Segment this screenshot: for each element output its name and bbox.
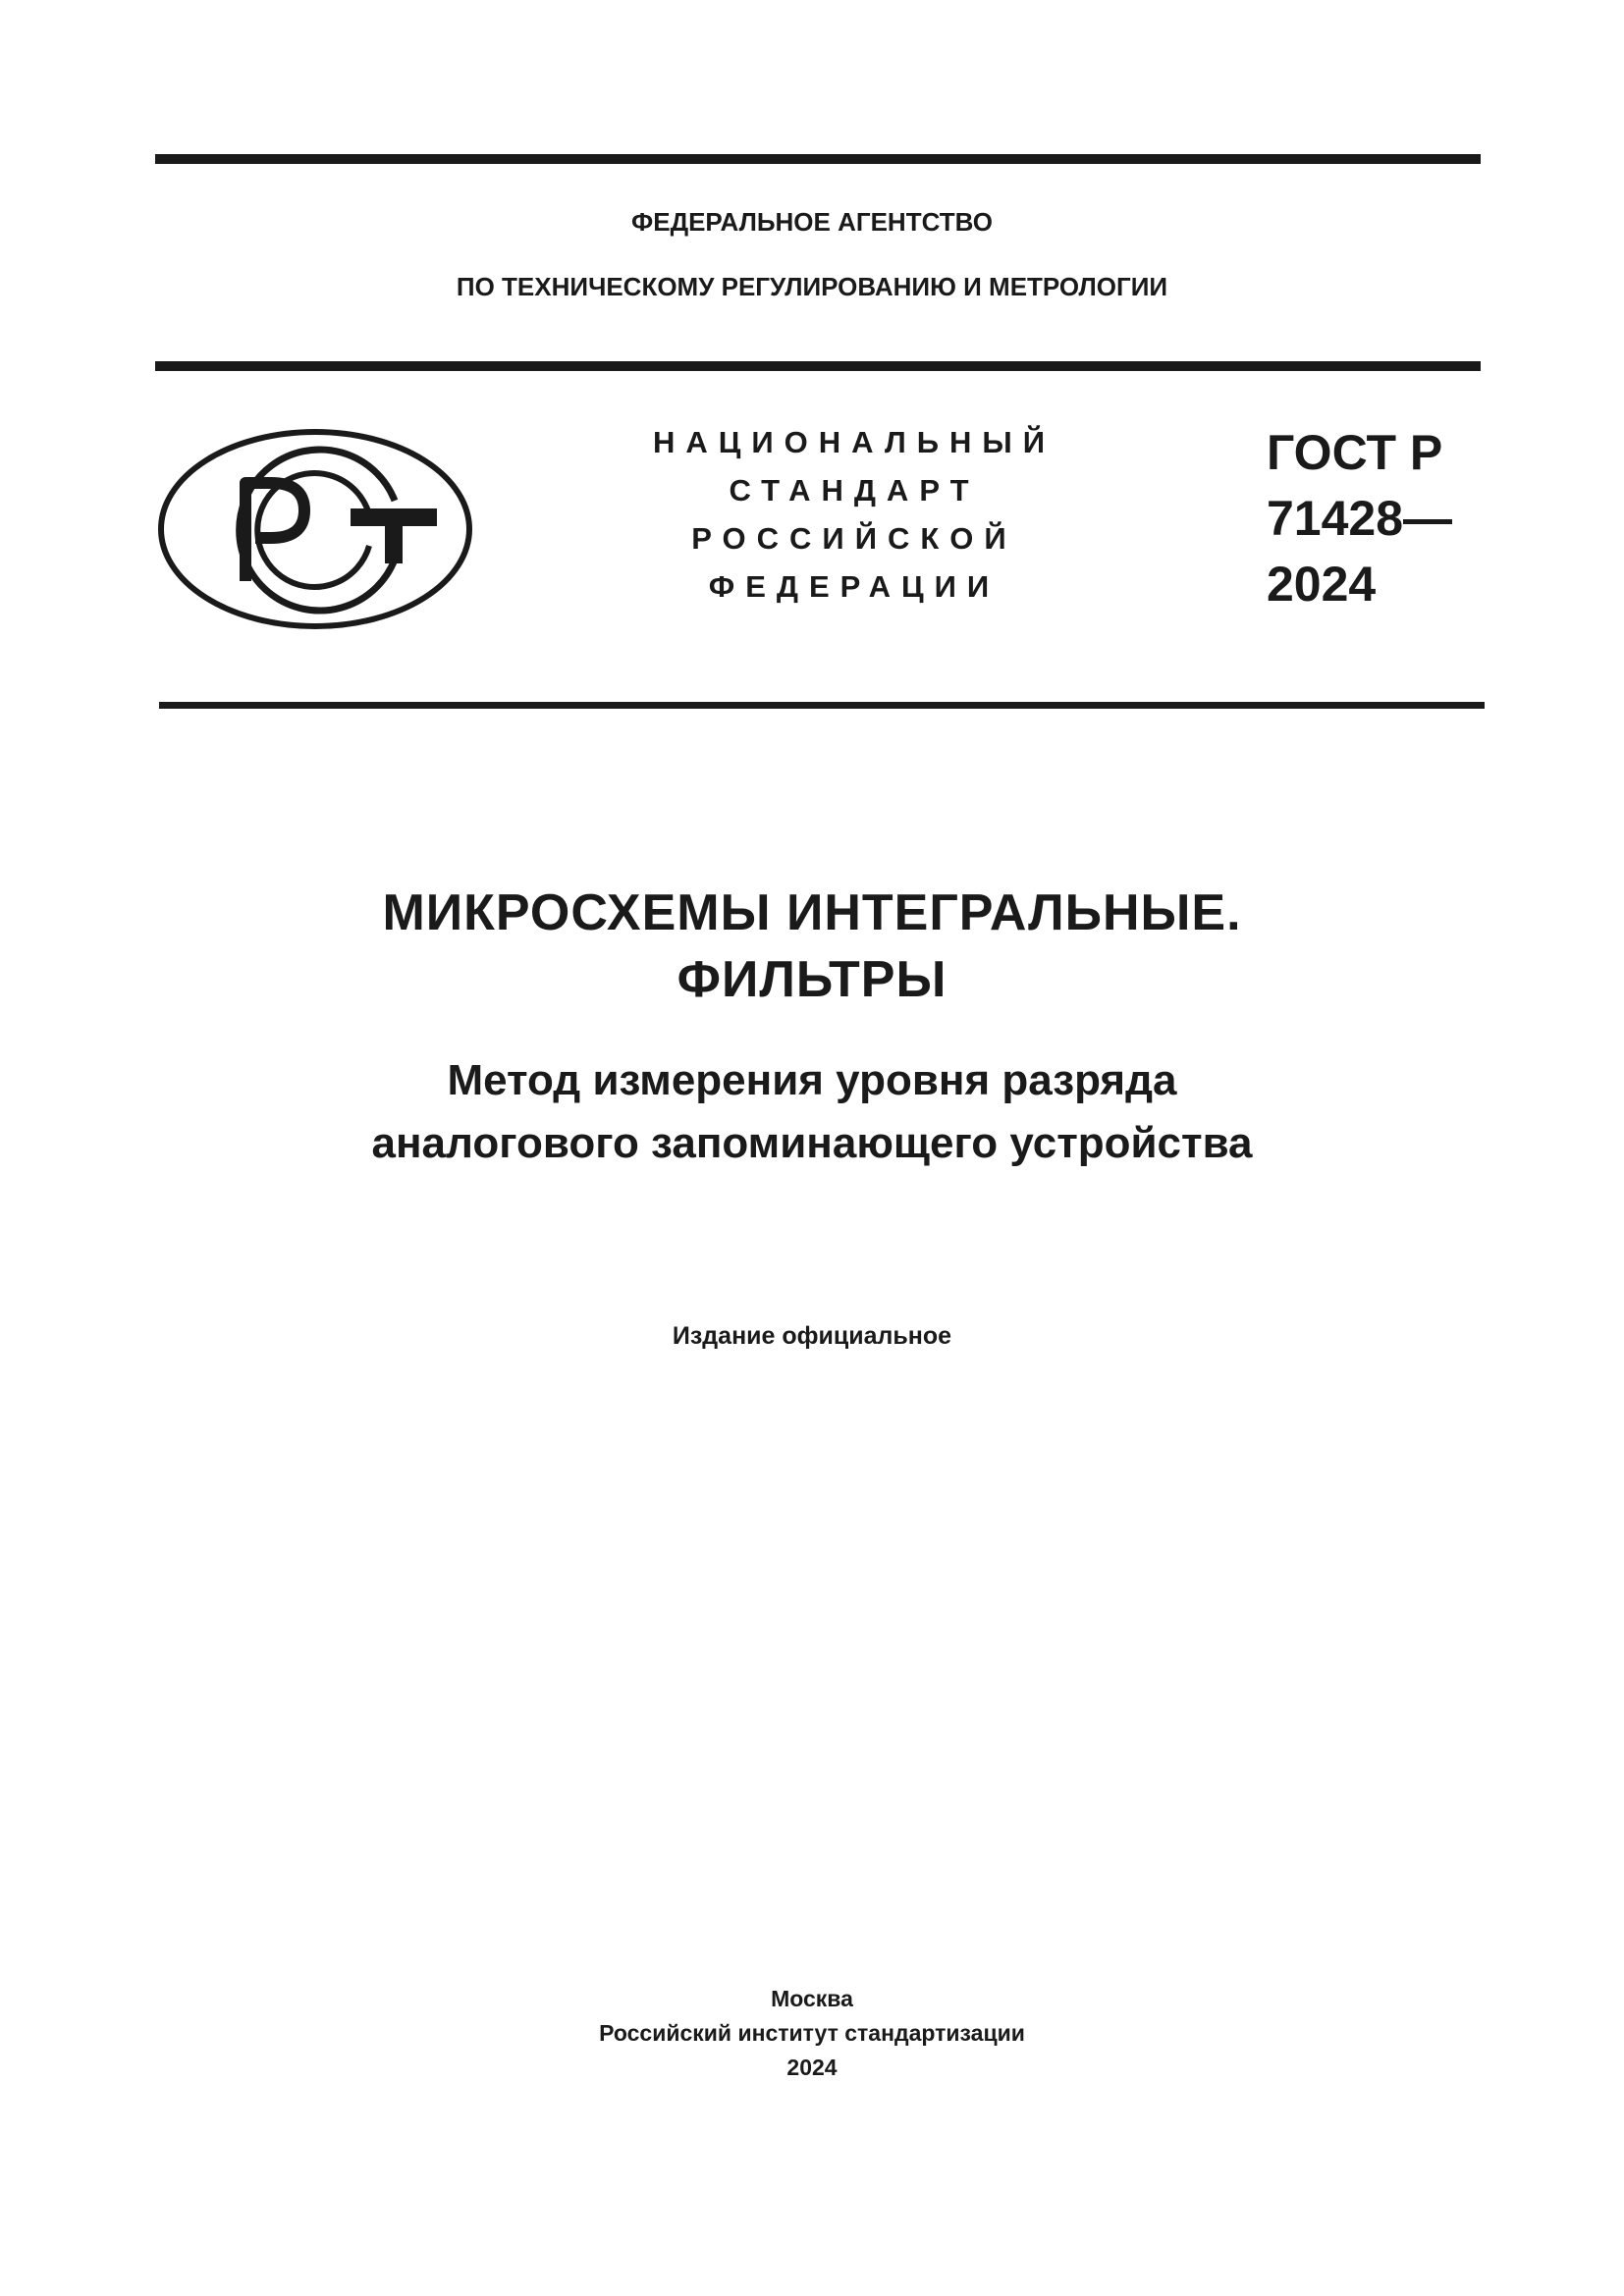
agency-name-line1: ФЕДЕРАЛЬНОЕ АГЕНТСТВО [631,207,993,237]
document-title-line1: МИКРОСХЕМЫ ИНТЕГРАЛЬНЫЕ. [382,884,1242,941]
standard-designation-line: 2024 [1267,557,1377,612]
national-standard-line: НАЦИОНАЛЬНЫЙ [652,425,1056,459]
standard-designation-line: ГОСТ Р [1267,425,1443,480]
document-subtitle-line2: аналогового запоминающего устройства [371,1119,1253,1167]
agency-name-line2: ПО ТЕХНИЧЕСКОМУ РЕГУЛИРОВАНИЮ И МЕТРОЛОГИИ [456,272,1168,301]
national-standard-line: ФЕДЕРАЦИИ [708,569,1001,604]
document-title-line2: ФИЛЬТРЫ [677,951,947,1008]
publication-year: 2024 [786,2055,838,2080]
standard-block-bottom-rule [159,702,1485,709]
national-standard-line: РОССИЙСКОЙ [691,521,1017,556]
document-subtitle-line1: Метод измерения уровня разряда [447,1056,1177,1104]
publisher-city: Москва [771,1986,853,2011]
publisher-name: Российский институт стандартизации [599,2020,1025,2046]
rst-conformity-mark-logo [157,428,473,630]
official-edition-note: Издание официальное [672,1322,952,1350]
header-divider-rule [155,361,1481,371]
national-standard-line: СТАНДАРТ [729,473,980,507]
standard-designation-line: 71428— [1267,491,1453,546]
top-rule [155,154,1481,164]
